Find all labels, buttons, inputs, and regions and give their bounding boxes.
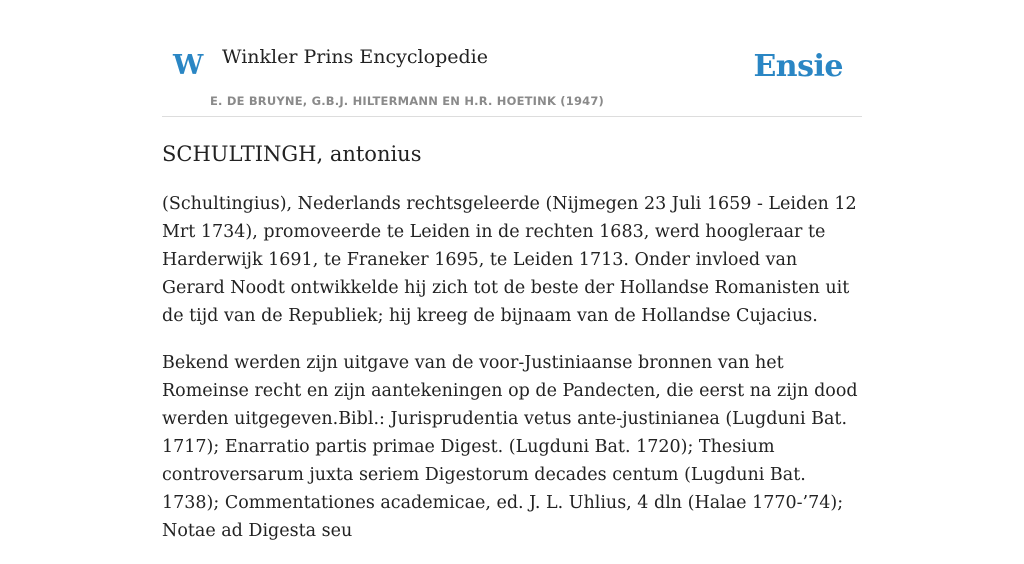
source-title[interactable]: Winkler Prins Encyclopedie <box>222 46 488 68</box>
header <box>162 0 862 117</box>
source-authors: E. DE BRUYNE, G.B.J. HILTERMANN EN H.R. HOETINK (1947) <box>210 94 605 108</box>
article-title: SCHULTINGH, antonius <box>162 142 422 166</box>
article-paragraph: Bekend werden zijn uitgave van de voor-Justiniaanse bronnen van het Romeinse recht en zijn aantekeningen op de Pandecten, die eerst na zijn dood werden uitgegeven.Bibl.: Jurisprudentia vetus ante-justinianea (Lugduni Bat. 1717); Enarratio partis primae Digest. (Lugduni Bat. 1720); Thesium controversarum juxta seriem Digestorum decades centum (Lugduni Bat. 1738); Commentationes academicae, ed. J. L. Uhlius, 4 dln (Halae 1770-’74); Notae ad Digesta seu <box>162 353 858 541</box>
winkler-prins-logo[interactable]: W <box>173 50 204 81</box>
ensie-logo[interactable]: Ensie <box>753 49 843 84</box>
article <box>162 138 862 564</box>
article-paragraph: (Schultingius), Nederlands rechtsgeleerde (Nijmegen 23 Juli 1659 - Leiden 12 Mrt 1734), promoveerde te Leiden in de rechten 1683, werd hoogleraar te Harderwijk 1691, te Franeker 1695, te Leiden 1713. Onder invloed van Gerard Noodt ontwikkelde hij zich tot de beste der Hollandse Romanisten uit de tijd van de Republiek; hij kreeg de bijnaam van de Hollandse Cujacius. <box>162 194 857 326</box>
